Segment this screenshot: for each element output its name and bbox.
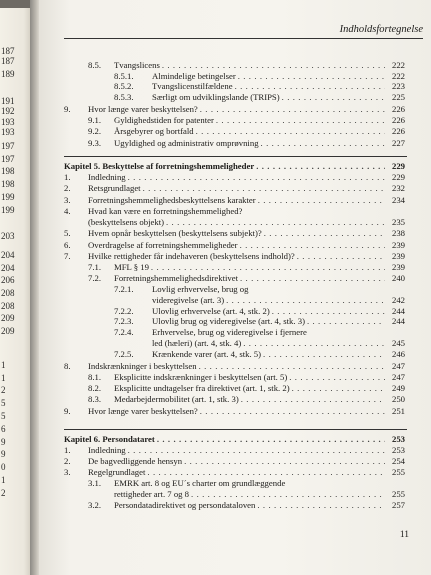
facing-page-number: 2	[1, 385, 6, 395]
toc-entry-title: rettigheder art. 7 og 8	[114, 489, 190, 499]
facing-page-number: 206	[1, 275, 15, 285]
toc-entry-number: 7.2.1.	[114, 284, 134, 294]
facing-page-number: 1	[1, 373, 6, 383]
facing-page-number: 0	[1, 462, 6, 472]
toc-entry-page: 229	[391, 161, 405, 171]
toc-entry	[39, 372, 431, 382]
toc-entry-title: Gyldighedstiden for patenter	[114, 115, 214, 125]
toc-entry-page: 247	[391, 361, 405, 371]
chapter-rule	[64, 429, 407, 430]
toc-entry	[39, 478, 431, 488]
toc-entry-number: 4.	[64, 206, 71, 216]
facing-page-number: 193	[1, 117, 15, 127]
toc-entry-number: 7.2.	[88, 273, 102, 283]
toc-entry-page: 222	[391, 71, 405, 81]
toc-entry-number: 8.	[64, 361, 71, 371]
toc-entry-title: Persondatadirektivet og persondataloven	[114, 500, 256, 510]
toc-entry-number: 8.5.3.	[114, 92, 134, 102]
toc-entry-title: Retsgrundlaget	[88, 183, 141, 193]
chapter-rule	[64, 156, 407, 157]
toc-entry	[39, 217, 431, 227]
toc-entry-page: 234	[391, 195, 405, 205]
toc-entry-page: 257	[391, 500, 405, 510]
toc-entry-number: 2.	[64, 456, 71, 466]
toc-entry	[39, 489, 431, 499]
toc-entry-page: 245	[391, 338, 405, 348]
facing-page-number: 187	[1, 46, 15, 56]
toc-entry-page: 235	[391, 217, 405, 227]
toc-entry	[39, 228, 431, 238]
toc-entry-title: Erhvervelse, brug og videregivelse i fjernere	[152, 327, 307, 337]
toc-chapter-heading	[39, 434, 431, 444]
toc-entry-page: 255	[391, 489, 405, 499]
toc-entry-number: 8.5.1.	[114, 71, 134, 81]
header-rule	[64, 38, 423, 39]
toc-entry-number: 1.	[64, 445, 71, 455]
toc-entry-page: 250	[391, 394, 405, 404]
toc-entry-page: 227	[391, 138, 405, 148]
toc-entry-number: 7.1.	[88, 262, 102, 272]
facing-page-number: 191	[1, 96, 15, 106]
toc-entry-title: Ulovlig erhvervelse (art. 4, stk. 2)	[152, 306, 270, 316]
toc-entry-number: 8.5.2.	[114, 81, 134, 91]
toc-entry	[39, 60, 431, 70]
facing-page-number: 189	[1, 69, 15, 79]
toc-entry-title: Krænkende varer (art. 4, stk. 5)	[152, 349, 262, 359]
toc-entry-page: 247	[391, 372, 405, 382]
toc-entry	[39, 467, 431, 477]
toc-entry	[39, 306, 431, 316]
toc-entry-number: 9.3.	[88, 138, 102, 148]
toc-entry-page: 253	[391, 445, 405, 455]
facing-page-number: 5	[1, 398, 6, 408]
facing-page-number: 1	[1, 360, 6, 370]
toc-entry	[39, 262, 431, 272]
toc-entry-title: Eksplicitte indskrænkninger i beskyttelsen (art. 5)	[114, 372, 288, 382]
toc-entry-page: 238	[391, 228, 405, 238]
facing-page-number: 197	[1, 154, 15, 164]
toc-entry-title: De bagvedliggende hensyn	[88, 456, 183, 466]
toc-entry	[39, 349, 431, 359]
facing-page-number: 199	[1, 205, 15, 215]
facing-page-number: 199	[1, 192, 15, 202]
toc-entry	[39, 115, 431, 125]
toc-entry-page: 242	[391, 295, 405, 305]
toc-entry-title: Årsgebyrer og bortfald	[114, 126, 194, 136]
toc-entry-title: MFL § 19	[114, 262, 149, 272]
toc-entry-title: Regelgrundlaget	[88, 467, 146, 477]
toc-entry-page: 229	[391, 172, 405, 182]
page-number: 11	[399, 530, 409, 540]
toc-entry	[39, 138, 431, 148]
toc-entry-page: 232	[391, 183, 405, 193]
toc-entry-title: Hvem opnår beskyttelsen (beskyttelsens subjekt)?	[88, 228, 262, 238]
toc-entry-number: 7.2.5.	[114, 349, 134, 359]
toc-entry-page: 225	[391, 92, 405, 102]
toc-entry-page: 255	[391, 467, 405, 477]
toc-entry-page: 240	[391, 273, 405, 283]
facing-page-number: 193	[1, 127, 15, 137]
toc-entry-title: (beskyttelsens objekt)	[88, 217, 164, 227]
toc-entry	[39, 361, 431, 371]
toc-entry-title: Indledning	[88, 445, 126, 455]
toc-entry-title: Forretningshemmelighedsbeskyttelsens karakter	[88, 195, 256, 205]
toc-entry-number: 8.5.	[88, 60, 102, 70]
facing-page-number: 6	[1, 424, 6, 434]
toc-entry-title: videregivelse (art. 3)	[152, 295, 225, 305]
toc-entry	[39, 284, 431, 294]
toc-entry-title: EMRK art. 8 og EU´s charter om grundlæggende	[114, 478, 286, 488]
facing-page-number: 204	[1, 263, 15, 273]
toc-entry-title: Særligt om udviklingslande (TRIPS)	[152, 92, 280, 102]
toc-entry-title: Kapitel 6. Persondataret	[64, 434, 155, 444]
toc-entry-number: 2.	[64, 183, 71, 193]
toc-entry-number: 7.2.2.	[114, 306, 134, 316]
toc-entry-number: 7.2.4.	[114, 327, 134, 337]
toc-entry-page: 246	[391, 349, 405, 359]
toc-entry-number: 7.	[64, 251, 71, 261]
facing-page-number: 209	[1, 313, 15, 323]
facing-page-number: 1	[1, 475, 6, 485]
toc-entry	[39, 327, 431, 337]
toc-entry-page: 226	[391, 115, 405, 125]
facing-page-number: 208	[1, 288, 15, 298]
toc-entry-title: Forretningshemmelighedsdirektivet	[114, 273, 239, 283]
toc-entry-number: 8.1.	[88, 372, 102, 382]
toc-entry-page: 253	[391, 434, 405, 444]
facing-page-number: 192	[1, 106, 15, 116]
toc-entry-title: Lovlig erhvervelse, brug og	[152, 284, 249, 294]
toc-entry-number: 8.2.	[88, 383, 102, 393]
toc-entry-page: 226	[391, 104, 405, 114]
toc-entry-number: 1.	[64, 172, 71, 182]
toc-entry	[39, 445, 431, 455]
book-gutter	[30, 0, 39, 575]
toc-entry-page: 244	[391, 306, 405, 316]
toc-entry-title: Ugyldighed og administrativ omprøvning	[114, 138, 259, 148]
toc-entry-page: 226	[391, 126, 405, 136]
facing-page-number: 9	[1, 437, 6, 447]
toc-entry-number: 3.1.	[88, 478, 102, 488]
toc-entry-title: led (hæleri) (art. 4, stk. 4)	[152, 338, 242, 348]
toc-entry-number: 3.	[64, 195, 71, 205]
toc-entry	[39, 92, 431, 102]
toc-entry-title: Ulovlig brug og videregivelse (art. 4, stk. 3)	[152, 316, 305, 326]
toc-entry-title: Hvad kan være en forretningshemmelighed?	[88, 206, 243, 216]
toc-entry	[39, 104, 431, 114]
toc-entry	[39, 394, 431, 404]
toc-entry-title: Eksplicitte undtagelser fra direktivet (art. 1, stk. 2)	[114, 383, 290, 393]
toc-entry-title: Hvilke rettigheder får indehaveren (beskyttelsens indhold)?	[88, 251, 295, 261]
toc-entry	[39, 183, 431, 193]
toc-entry-number: 3.	[64, 467, 71, 477]
toc-entry	[39, 273, 431, 283]
facing-page-number: 204	[1, 250, 15, 260]
toc-entry	[39, 295, 431, 305]
toc-entry-page: 254	[391, 456, 405, 466]
toc-entry	[39, 251, 431, 261]
toc-chapter-heading	[39, 161, 431, 171]
toc-entry	[39, 456, 431, 466]
toc-entry-title: Tvangslicens	[114, 60, 160, 70]
facing-page-edge	[0, 8, 30, 575]
toc-entry-number: 7.2.3.	[114, 316, 134, 326]
toc-entry-title: Hvor længe varer beskyttelsen?	[88, 104, 198, 114]
toc-entry-title: Almindelige betingelser	[152, 71, 236, 81]
toc-entry	[39, 338, 431, 348]
toc-entry	[39, 406, 431, 416]
toc-entry-page: 222	[391, 60, 405, 70]
facing-page-number: 5	[1, 411, 6, 421]
toc-entry-page: 239	[391, 251, 405, 261]
toc-entry-number: 9.1.	[88, 115, 102, 125]
toc-entry-title: Indskrænkninger i beskyttelsen	[88, 361, 197, 371]
toc-entry-page: 251	[391, 406, 405, 416]
toc-entry-number: 6.	[64, 240, 71, 250]
toc-entry	[39, 195, 431, 205]
facing-page-number: 2	[1, 488, 6, 498]
facing-page-number: 203	[1, 231, 15, 241]
facing-page-number: 208	[1, 301, 15, 311]
toc-entry-page: 239	[391, 240, 405, 250]
toc-entry	[39, 71, 431, 81]
facing-page-number: 198	[1, 179, 15, 189]
toc-entry	[39, 316, 431, 326]
facing-page-number: 9	[1, 449, 6, 459]
toc-entry-title: Kapitel 5. Beskyttelse af forretningshemmeligheder	[64, 161, 255, 171]
toc-entry	[39, 206, 431, 216]
toc-entry-number: 9.	[64, 406, 71, 416]
toc-entry	[39, 383, 431, 393]
toc-entry-page: 244	[391, 316, 405, 326]
facing-page-number: 209	[1, 326, 15, 336]
toc-page	[39, 0, 431, 575]
facing-page-number: 197	[1, 141, 15, 151]
running-head: Indholdsfortegnelse	[339, 24, 423, 35]
toc-entry	[39, 126, 431, 136]
toc-entry-page: 249	[391, 383, 405, 393]
toc-entry-title: Medarbejdermobilitet (art. 1, stk. 3)	[114, 394, 239, 404]
facing-page-number: 187	[1, 56, 15, 66]
toc-entry-number: 9.	[64, 104, 71, 114]
toc-entry-number: 3.2.	[88, 500, 102, 510]
toc-entry	[39, 500, 431, 510]
toc-entry-number: 8.3.	[88, 394, 102, 404]
toc-entry-number: 9.2.	[88, 126, 102, 136]
toc-entry-title: Hvor længe varer beskyttelsen?	[88, 406, 198, 416]
facing-page-number: 198	[1, 166, 15, 176]
toc-entry	[39, 172, 431, 182]
toc-entry-title: Overdragelse af forretningshemmeligheder	[88, 240, 238, 250]
toc-entry	[39, 81, 431, 91]
toc-entry-title: Indledning	[88, 172, 126, 182]
toc-entry-page: 239	[391, 262, 405, 272]
toc-entry-title: Tvangslicenstilfældene	[152, 81, 233, 91]
toc-entry	[39, 240, 431, 250]
toc-entry-number: 5.	[64, 228, 71, 238]
toc-entry-page: 223	[391, 81, 405, 91]
